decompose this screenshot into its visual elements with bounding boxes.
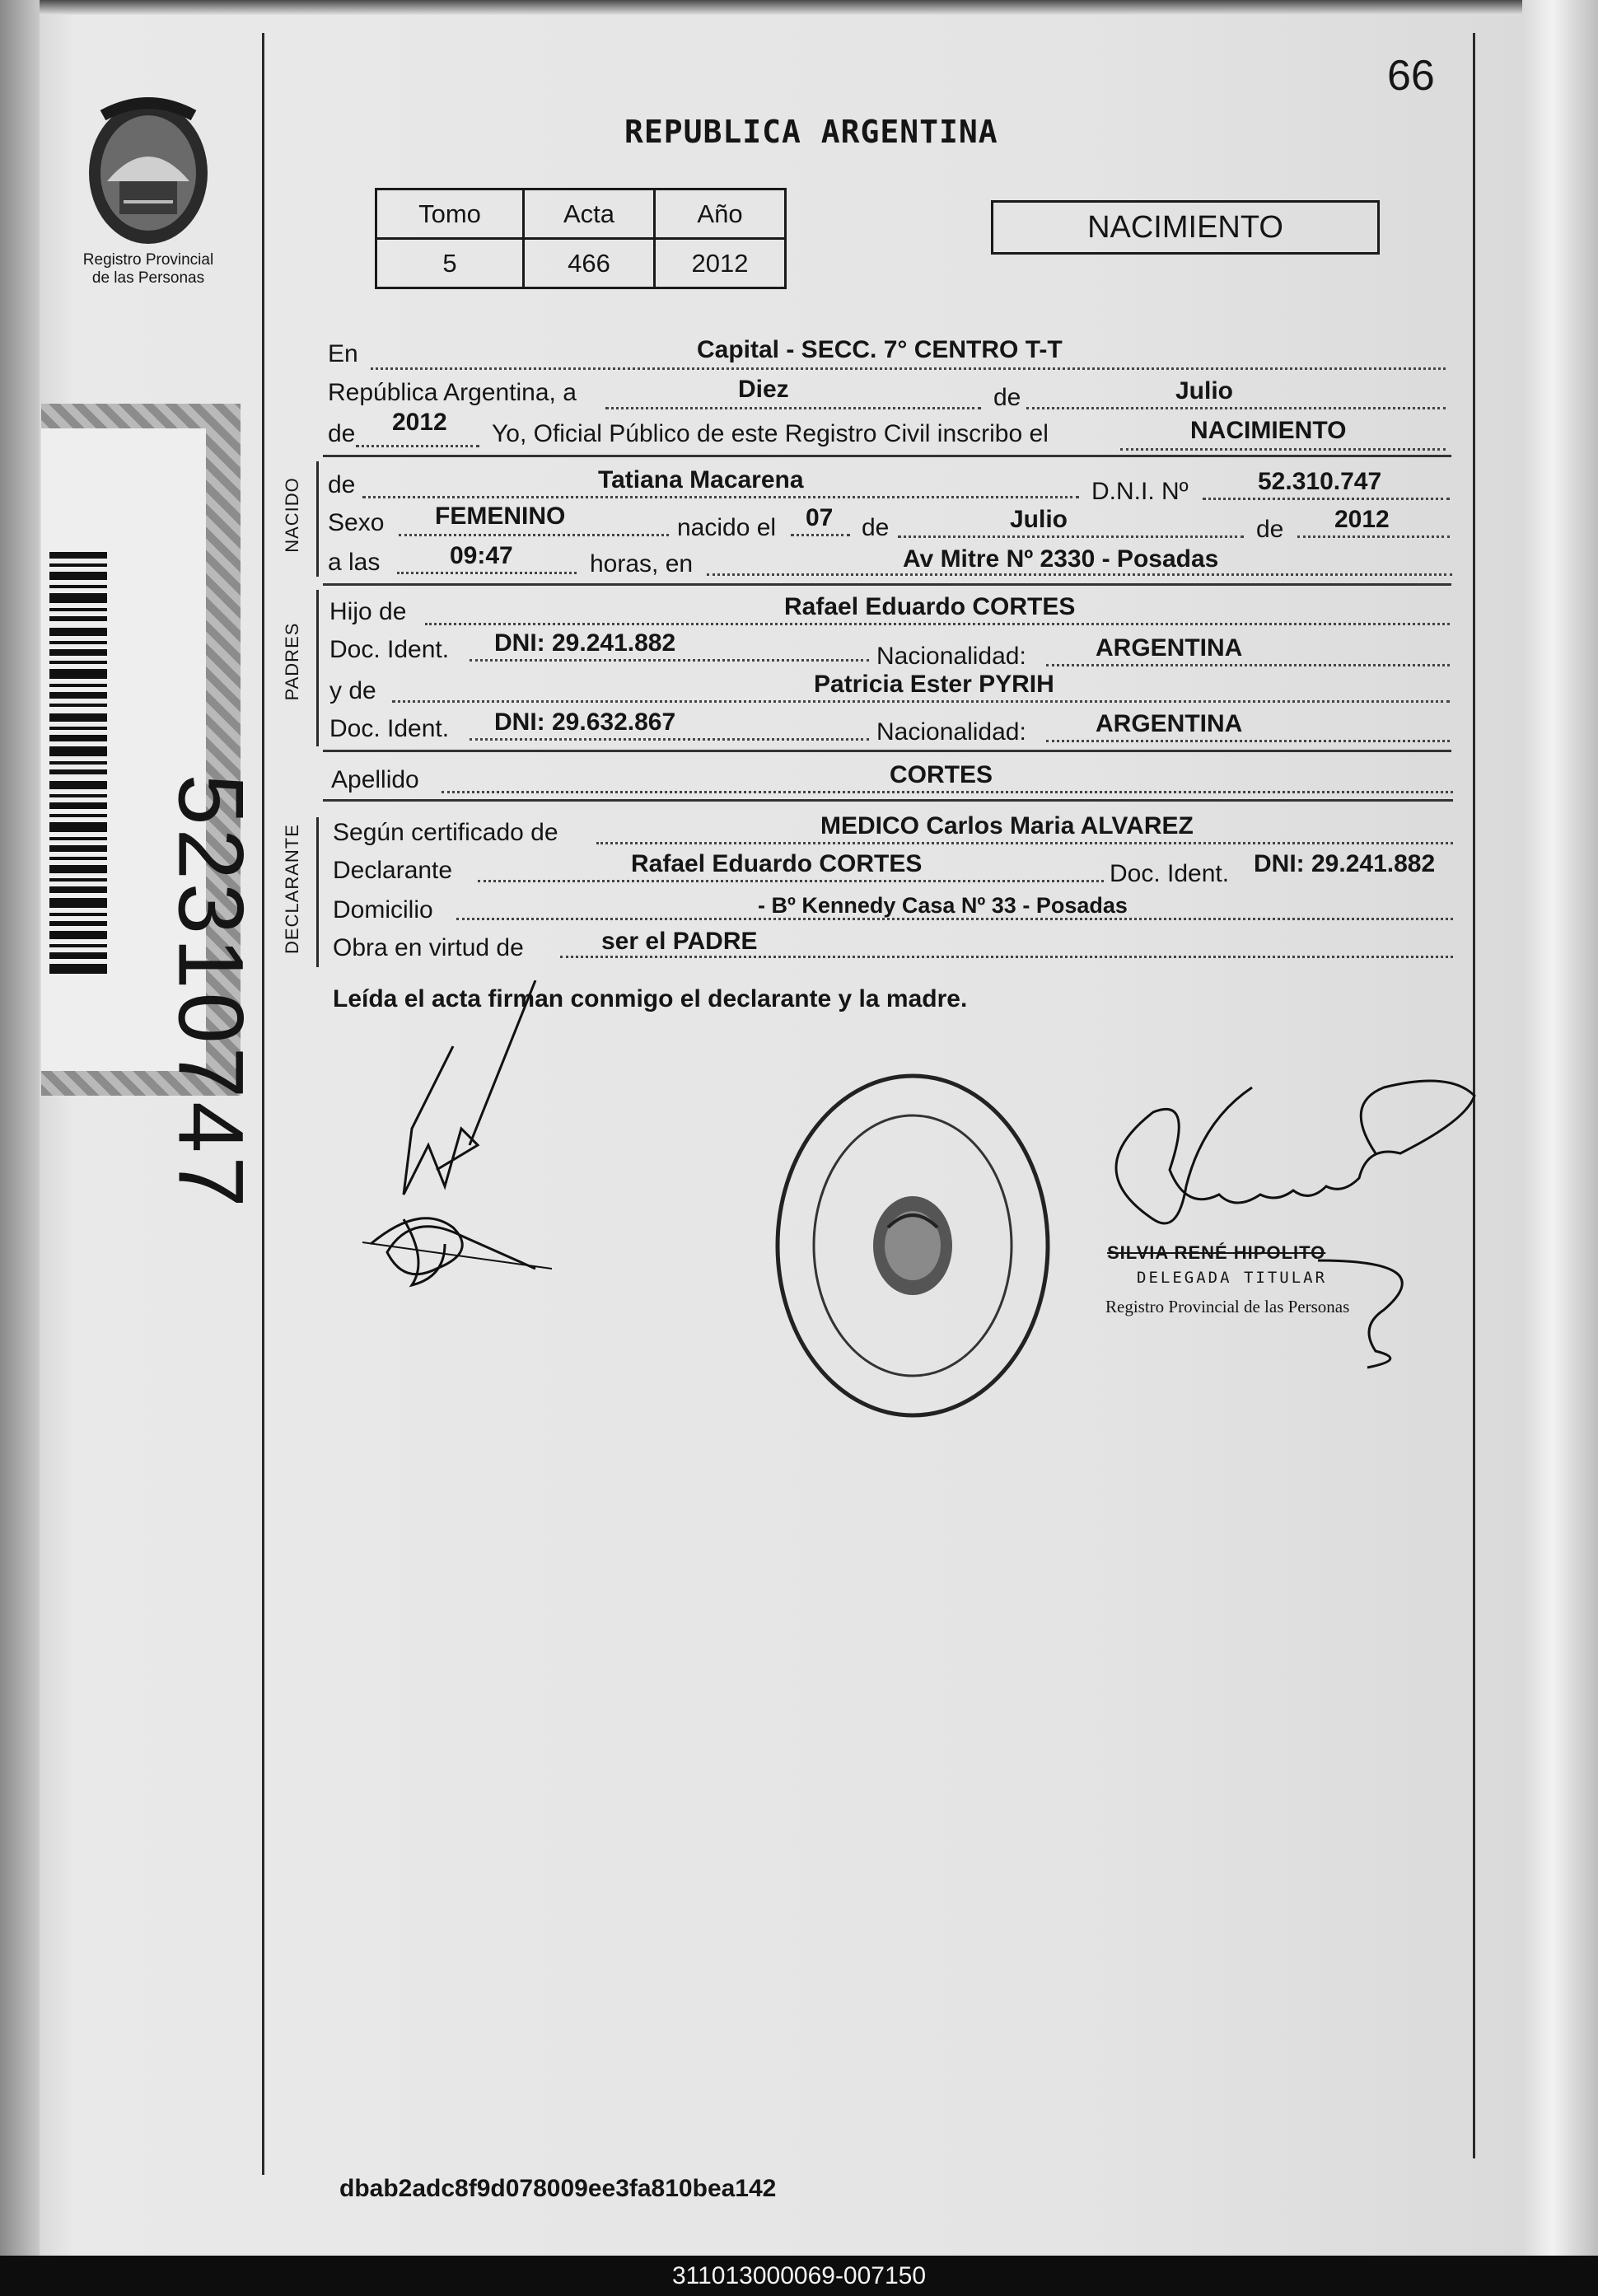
reference-value-acta: 466 bbox=[524, 239, 655, 288]
birth-place-dotline bbox=[707, 573, 1452, 576]
obra-dotline bbox=[560, 956, 1453, 958]
reference-header-tomo: Tomo bbox=[376, 189, 524, 239]
birth-de-label-2: de bbox=[1256, 516, 1284, 543]
padres-bar bbox=[316, 590, 319, 746]
republic-label: República Argentina, a bbox=[328, 379, 577, 406]
year-value: 2012 bbox=[392, 409, 447, 436]
nacido-bar bbox=[316, 461, 319, 577]
day-dotline bbox=[605, 407, 981, 409]
mother-nationality-label: Nacionalidad: bbox=[876, 718, 1026, 746]
mother-nationality-dotline bbox=[1046, 740, 1450, 742]
father-name-value: Rafael Eduardo CORTES bbox=[784, 593, 1076, 620]
padres-rule bbox=[323, 750, 1451, 752]
declarante-name-value: Rafael Eduardo CORTES bbox=[631, 850, 923, 877]
birth-day-dotline bbox=[791, 534, 850, 536]
official-seal-icon bbox=[773, 1071, 1053, 1420]
child-dni-value: 52.310.747 bbox=[1258, 468, 1382, 495]
sexo-value: FEMENINO bbox=[435, 503, 566, 530]
day-value: Diez bbox=[738, 376, 789, 403]
reference-table-header bbox=[376, 189, 786, 239]
declarante-bar bbox=[316, 817, 319, 967]
obra-label: Obra en virtud de bbox=[333, 934, 524, 961]
apellido-dotline bbox=[442, 791, 1453, 793]
birth-place-value: Av Mitre Nº 2330 - Posadas bbox=[903, 545, 1219, 573]
y-de-label: y de bbox=[329, 677, 376, 704]
reference-value-tomo: 5 bbox=[376, 239, 524, 288]
birth-year-dotline bbox=[1297, 535, 1450, 538]
footer-code: 311013000069-007150 bbox=[0, 2256, 1598, 2296]
certificado-dotline bbox=[596, 842, 1453, 844]
declarante-label: Declarante bbox=[333, 857, 453, 884]
apellido-label: Apellido bbox=[331, 766, 419, 793]
left-margin-line bbox=[262, 33, 264, 2175]
father-nationality-dotline bbox=[1046, 664, 1450, 666]
certificado-label: Según certificado de bbox=[333, 819, 558, 846]
birth-month-value: Julio bbox=[1010, 506, 1068, 533]
registered-event-value: NACIMIENTO bbox=[1190, 417, 1347, 444]
reference-value-ano: 2012 bbox=[655, 239, 786, 288]
birth-year-value: 2012 bbox=[1334, 506, 1390, 533]
nacido-rule bbox=[323, 583, 1451, 586]
official-title: DELEGADA TITULAR bbox=[1137, 1269, 1328, 1287]
birth-day-value: 07 bbox=[806, 504, 834, 531]
closing-text: Leída el acta firman conmigo el declarante y la madre. bbox=[333, 985, 968, 1012]
birth-de-label: de bbox=[862, 514, 890, 541]
nacido-section-label: NACIDO bbox=[282, 477, 302, 553]
sexo-dotline bbox=[399, 534, 669, 536]
event-dotline bbox=[1120, 448, 1446, 451]
country-heading: REPUBLICA ARGENTINA bbox=[624, 114, 998, 150]
month-value: Julio bbox=[1175, 377, 1234, 404]
act-type-box: NACIMIENTO bbox=[991, 200, 1380, 255]
reference-header-acta: Acta bbox=[524, 189, 655, 239]
official-signature-icon bbox=[1054, 1071, 1483, 1376]
declarant-signature-icon bbox=[354, 980, 552, 1293]
barcode-number: 52310747 bbox=[159, 774, 263, 1211]
province-logo bbox=[74, 82, 222, 288]
dni-label: D.N.I. Nº bbox=[1091, 478, 1189, 505]
birth-month-dotline bbox=[898, 535, 1244, 538]
declarante-doc-value: DNI: 29.241.882 bbox=[1254, 850, 1436, 877]
father-doc-dotline bbox=[470, 659, 869, 662]
obra-value: ser el PADRE bbox=[601, 928, 758, 955]
horas-label: horas, en bbox=[590, 550, 694, 578]
official-name: SILVIA RENÉ HIPOLITO bbox=[1107, 1242, 1326, 1263]
mother-doc-dotline bbox=[470, 738, 869, 741]
logo-caption-line1: Registro Provincial bbox=[82, 251, 214, 269]
apellido-rule bbox=[323, 799, 1453, 802]
father-doc-value: DNI: 29.241.882 bbox=[494, 629, 676, 657]
year-dotline bbox=[356, 445, 479, 447]
mother-doc-value: DNI: 29.632.867 bbox=[494, 708, 676, 736]
logo-caption-line2: de las Personas bbox=[91, 269, 205, 287]
barcode-label bbox=[41, 428, 263, 1211]
document-hash: dbab2adc8f9d078009ee3fa810bea142 bbox=[339, 2175, 777, 2202]
father-dotline bbox=[425, 623, 1450, 625]
de-label: de bbox=[993, 384, 1021, 411]
dni-dotline bbox=[1203, 498, 1450, 500]
page-right-edge bbox=[1522, 0, 1598, 2256]
place-dotline bbox=[371, 367, 1446, 370]
name-dotline bbox=[362, 496, 1079, 498]
hijo-de-label: Hijo de bbox=[329, 598, 407, 625]
barcode-panel bbox=[41, 404, 263, 1211]
reference-table-values bbox=[376, 239, 786, 288]
province-seal-icon bbox=[74, 82, 222, 247]
domicilio-label: Domicilio bbox=[333, 896, 433, 924]
mother-dotline bbox=[392, 700, 1450, 703]
child-name-value: Tatiana Macarena bbox=[598, 466, 804, 493]
padres-section-label: PADRES bbox=[282, 622, 302, 701]
time-dotline bbox=[397, 572, 577, 574]
father-doc-label: Doc. Ident. bbox=[329, 636, 450, 663]
nacido-el-label: nacido el bbox=[677, 514, 777, 541]
apellido-value: CORTES bbox=[890, 761, 993, 788]
barcode-icon bbox=[49, 552, 115, 980]
en-label: En bbox=[328, 340, 358, 367]
binding-edge bbox=[0, 0, 40, 2256]
de-label-2: de bbox=[328, 420, 356, 447]
logo-caption bbox=[74, 251, 222, 288]
father-nationality-label: Nacionalidad: bbox=[876, 643, 1026, 670]
month-dotline bbox=[1026, 407, 1446, 409]
declarante-doc-label: Doc. Ident. bbox=[1110, 860, 1230, 887]
mother-nationality-value: ARGENTINA bbox=[1096, 710, 1243, 737]
nacido-de-label: de bbox=[328, 471, 356, 498]
declarante-section-label: DECLARANTE bbox=[282, 824, 302, 954]
certificado-value: MEDICO Carlos Maria ALVAREZ bbox=[820, 812, 1194, 839]
reference-header-ano: Año bbox=[655, 189, 786, 239]
page-number: 66 bbox=[1387, 52, 1435, 100]
mother-doc-label: Doc. Ident. bbox=[329, 715, 450, 742]
official-institution: Registro Provincial de las Personas bbox=[1105, 1297, 1350, 1316]
intro-rule bbox=[323, 455, 1451, 457]
place-value: Capital - SECC. 7° CENTRO T-T bbox=[697, 336, 1063, 363]
official-seal bbox=[773, 1071, 1053, 1420]
sexo-label: Sexo bbox=[328, 509, 385, 536]
page-top-shadow bbox=[0, 0, 1598, 15]
official-text: Yo, Oficial Público de este Registro Civil inscribo el bbox=[492, 420, 1049, 447]
birth-time-value: 09:47 bbox=[450, 542, 513, 569]
declarante-dotline bbox=[478, 880, 1104, 882]
father-nationality-value: ARGENTINA bbox=[1096, 634, 1243, 662]
domicilio-value: - Bº Kennedy Casa Nº 33 - Posadas bbox=[758, 893, 1128, 918]
reference-table bbox=[375, 188, 787, 289]
a-las-label: a las bbox=[328, 549, 381, 576]
mother-name-value: Patricia Ester PYRIH bbox=[814, 671, 1054, 698]
